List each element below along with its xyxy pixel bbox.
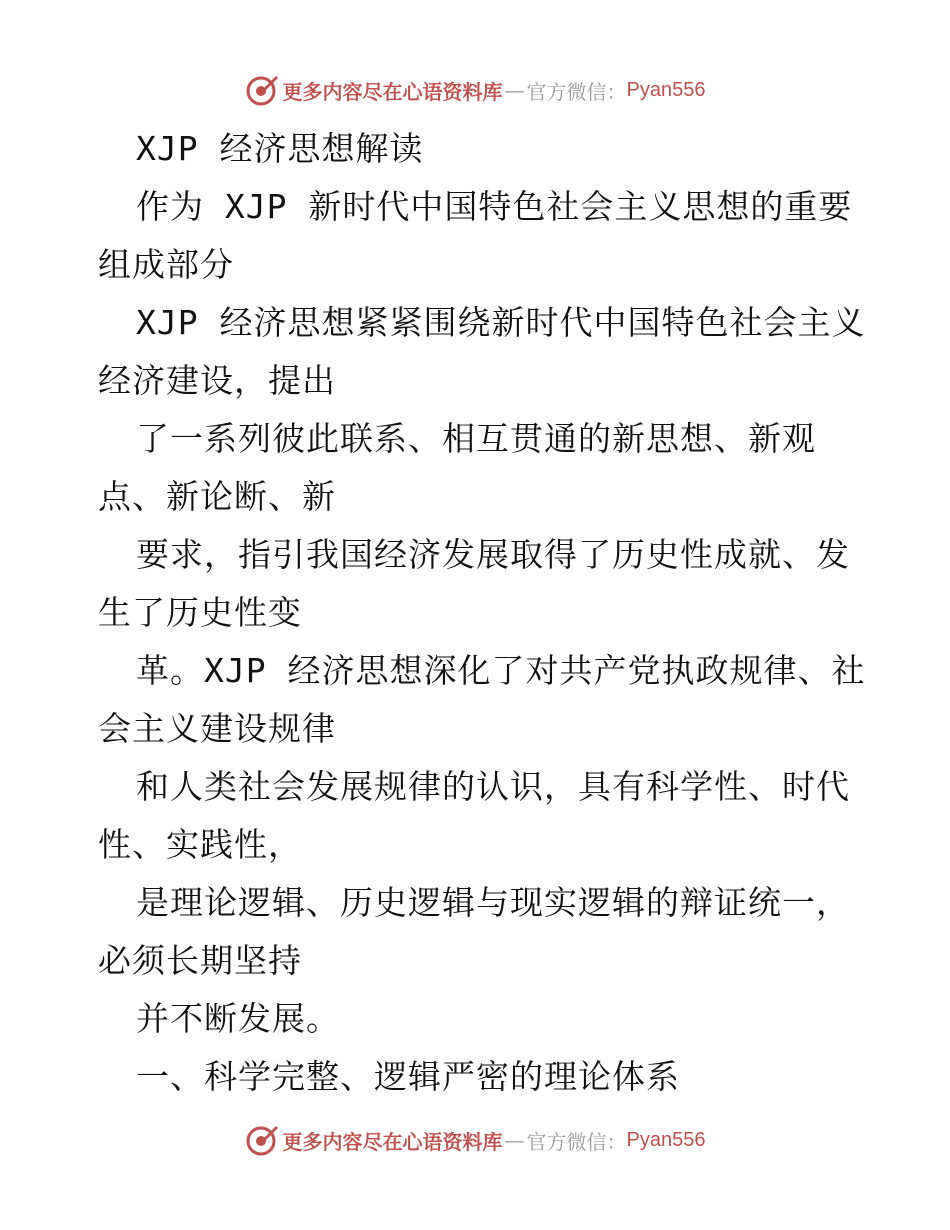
text-line: 和人类社会发展规律的认识，具有科学性、时代 <box>136 767 850 806</box>
text-line: 了一系列彼此联系、相互贯通的新思想、新观 <box>136 419 816 458</box>
banner-contact-id: Pyan556 <box>626 1128 706 1151</box>
quill-logo-icon <box>245 1123 279 1157</box>
banner-contact-id: Pyan556 <box>626 78 706 101</box>
banner-text: 更多内容尽在心语资料库 <box>282 1129 503 1154</box>
text-line: XJP 经济思想解读 <box>136 129 424 168</box>
quill-logo-icon <box>245 73 279 107</box>
text-line: 作为 XJP 新时代中国特色社会主义思想的重要 <box>136 187 853 226</box>
text-line: 一、科学完整、逻辑严密的理论体系 <box>136 1057 680 1096</box>
banner-separator: — <box>504 78 525 102</box>
header-banner <box>0 70 950 110</box>
text-line: 性、实践性， <box>98 825 302 864</box>
text-line: 会主义建设规律 <box>98 709 336 748</box>
banner-contact-label: 官方微信： <box>526 1129 627 1154</box>
document-body <box>98 120 866 1106</box>
text-line: 要求，指引我国经济发展取得了历史性成就、发 <box>136 535 850 574</box>
footer-banner <box>0 1120 950 1160</box>
banner-separator: — <box>504 1128 525 1152</box>
text-line: 革。XJP 经济思想深化了对共产党执政规律、社 <box>136 651 866 690</box>
text-line: 必须长期坚持 <box>98 941 302 980</box>
text-line: 经济建设，提出 <box>98 361 336 400</box>
text-line: 并不断发展。 <box>136 999 340 1038</box>
banner-text: 更多内容尽在心语资料库 <box>282 79 503 104</box>
text-line: 点、新论断、新 <box>98 477 336 516</box>
text-line: 生了历史性变 <box>98 593 302 632</box>
text-line: XJP 经济思想紧紧围绕新时代中国特色社会主义 <box>136 303 866 342</box>
text-line: 是理论逻辑、历史逻辑与现实逻辑的辩证统一， <box>136 883 850 922</box>
text-line: 组成部分 <box>98 245 234 284</box>
banner-contact-label: 官方微信： <box>526 79 627 104</box>
